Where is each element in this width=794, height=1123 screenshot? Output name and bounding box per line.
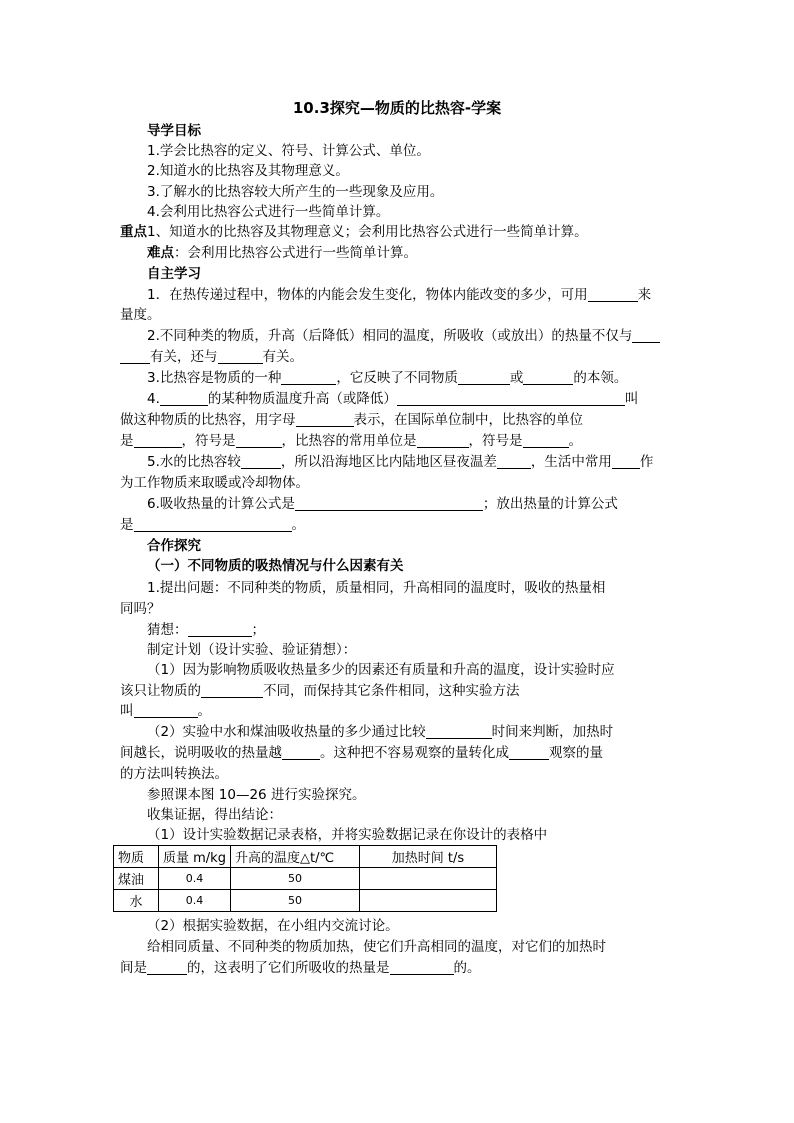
blank[interactable]	[218, 349, 263, 364]
blank[interactable]	[509, 745, 549, 760]
q3-text: 或	[509, 370, 524, 386]
blank[interactable]	[188, 622, 252, 637]
question-6	[147, 495, 618, 513]
data-table	[113, 845, 497, 912]
table-header-cell: 升高的温度△t/℃	[230, 846, 359, 868]
q4-text: ，符号是	[181, 433, 236, 449]
goal-item: 2.知道水的比热容及其物理意义。	[147, 163, 349, 179]
difficult-point	[147, 244, 417, 262]
conclusion-cont	[120, 959, 481, 977]
guess-label: 猜想：	[147, 622, 188, 638]
blank[interactable]	[241, 454, 281, 469]
table-row	[114, 890, 497, 912]
q4-text: 。	[568, 433, 582, 449]
collect-text: 收集证据，得出结论：	[147, 807, 282, 823]
question-3	[147, 369, 627, 387]
blank[interactable]	[295, 496, 483, 511]
conclusion-part: 的，这表明了它们所吸收的热量是	[187, 960, 390, 976]
goal-item: 4.会利用比热容公式进行一些简单计算。	[147, 204, 390, 220]
question-5	[147, 453, 653, 471]
blank[interactable]	[282, 745, 320, 760]
question-2-cont	[120, 348, 303, 366]
table-cell: 煤油	[114, 868, 159, 890]
table-header-cell: 物质	[114, 846, 159, 868]
difficult-label: 难点	[147, 245, 174, 261]
q2-text: 有关，还与	[150, 349, 218, 365]
q4-text: ，符号是	[468, 433, 523, 449]
question-4-cont	[120, 411, 583, 429]
plan-text: 制定计划（设计实验、验证猜想）：	[147, 642, 357, 658]
blank[interactable]	[588, 287, 638, 302]
page-title: 10.3探究—物质的比热容-学案	[292, 99, 502, 117]
blank[interactable]	[201, 683, 263, 698]
self-study-heading: 自主学习	[147, 266, 201, 282]
blank[interactable]	[612, 454, 640, 469]
q5-text: 5.水的比热容较	[147, 454, 241, 470]
table-cell: 0.4	[159, 868, 231, 890]
question-6-cont	[120, 516, 305, 534]
blank[interactable]	[120, 349, 150, 364]
discussion-text: （2）根据实验数据，在小组内交流讨论。	[147, 918, 399, 934]
q3-text: ，它反映了不同物质	[336, 370, 458, 386]
blank[interactable]	[523, 433, 569, 448]
blank[interactable]	[134, 517, 292, 532]
question-1	[147, 286, 651, 304]
goal-item: 3.了解水的比热容较大所产生的一些现象及应用。	[147, 184, 444, 200]
step-1-text: 叫	[120, 703, 134, 719]
coop-sub-heading: （一）不同物质的吸热情况与什么因素有关	[147, 558, 404, 574]
q3-text: 的本领。	[573, 370, 628, 386]
q6-text: 是	[120, 517, 134, 533]
q3-text: 3.比热容是物质的一种	[147, 370, 282, 386]
step-2	[147, 723, 613, 741]
q4-text: 是	[120, 433, 134, 449]
key-point	[120, 223, 588, 241]
q1-text: 来	[637, 287, 652, 303]
blank[interactable]	[296, 412, 354, 427]
question-1-cont: 量度。	[120, 307, 161, 323]
q5-text: ，所以沿海地区比内陆地区昼夜温差	[280, 454, 497, 470]
blank[interactable]	[417, 433, 469, 448]
conclusion-part: 的。	[453, 960, 481, 976]
question-4	[147, 390, 638, 408]
q4-text: 的某种物质温度升高（或降低）	[207, 391, 397, 407]
step-1-text: 该只让物质的	[120, 683, 201, 699]
coop-heading: 合作探究	[147, 538, 201, 554]
step-2-text: 间越长，说明吸收的热量越	[120, 745, 282, 761]
key-label: 重点	[120, 224, 147, 240]
q5-text: ，生活中常用	[530, 454, 612, 470]
conclusion-part: 间是	[120, 960, 147, 976]
q4-text: 做这种物质的比热容，用字母	[120, 412, 296, 428]
blank[interactable]	[236, 433, 282, 448]
step-2-text: 观察的量	[549, 745, 603, 761]
blank[interactable]	[497, 454, 531, 469]
question-5-cont: 为工作物质来取暖或冷却物体。	[120, 475, 309, 491]
q4-text: 叫	[624, 391, 639, 407]
step-2-text: （2）实验中水和煤油吸收热量的多少通过比较	[147, 724, 426, 740]
blank[interactable]	[390, 960, 454, 975]
question-4-cont	[120, 432, 582, 450]
q4-text: 4.	[147, 391, 160, 407]
goals-heading: 导学目标	[147, 123, 201, 139]
problem-question: 1.提出问题：不同种类的物质，质量相同，升高相同的温度时，吸收的热量相	[147, 580, 606, 596]
difficult-text: ：会利用比热容公式进行一些简单计算。	[174, 245, 417, 261]
blank[interactable]	[281, 370, 336, 385]
step-2-text: 时间来判断，加热时	[491, 724, 614, 740]
step-1-text: 不同，而保持其它条件相同，这种实验方法	[263, 683, 520, 699]
table-cell: 0.4	[159, 890, 231, 912]
q6-text: 6.吸收热量的计算公式是	[147, 496, 295, 512]
q1-text: 1．在热传递过程中，物体的内能会发生变化，物体内能改变的多少，可用	[147, 287, 588, 303]
step-2-text: 。这种把不容易观察的量转化成	[320, 745, 509, 761]
blank[interactable]	[397, 391, 625, 406]
problem-question-cont: 同吗？	[120, 601, 161, 617]
table-header-cell: 质量 m/kg	[159, 846, 231, 868]
table-header-cell: 加热时间 t/s	[359, 846, 496, 868]
table-cell: 水	[114, 890, 159, 912]
step-2-cont: 的方法叫转换法。	[120, 766, 228, 782]
q6-text: ；放出热量的计算公式	[482, 496, 618, 512]
guess-text: ；	[251, 622, 265, 638]
blank[interactable]	[160, 391, 208, 406]
q6-text: 。	[291, 517, 305, 533]
step-1: （1）因为影响物质吸收热量多少的因素还有质量和升高的温度，设计实验时应	[147, 662, 615, 678]
blank[interactable]	[134, 433, 182, 448]
step-1-text: 。	[197, 703, 211, 719]
step-1-cont	[120, 682, 520, 700]
q4-text: ，比热容的常用单位是	[281, 433, 417, 449]
blank[interactable]	[426, 724, 492, 739]
table-row	[114, 868, 497, 890]
blank[interactable]	[458, 370, 510, 385]
q2-text: 有关。	[262, 349, 303, 365]
table-cell[interactable]	[359, 890, 496, 912]
blank[interactable]	[134, 703, 198, 718]
step-2-cont	[120, 744, 603, 762]
table-cell[interactable]	[359, 868, 496, 890]
table-header-row	[114, 846, 497, 868]
blank[interactable]	[523, 370, 573, 385]
table-cell: 50	[230, 868, 359, 890]
question-2	[147, 327, 660, 345]
q2-text: 2.不同种类的物质，升高（后降低）相同的温度，所吸收（或放出）的热量不仅与	[147, 328, 633, 344]
blank[interactable]	[632, 328, 660, 343]
goal-item: 1.学会比热容的定义、符号、计算公式、单位。	[147, 143, 430, 159]
q5-text: 作	[639, 454, 654, 470]
key-text: 1、知道水的比热容及其物理意义；会利用比热容公式进行一些简单计算。	[147, 224, 588, 240]
table-cell: 50	[230, 890, 359, 912]
step-1-cont	[120, 702, 211, 720]
conclusion-text: 给相同质量、不同种类的物质加热，使它们升高相同的温度，对它们的加热时	[147, 939, 606, 955]
blank[interactable]	[147, 960, 187, 975]
guess	[147, 621, 265, 639]
table-instruction: （1）设计实验数据记录表格，并将实验数据记录在你设计的表格中	[147, 827, 548, 843]
reference-text: 参照课本图 10—26 进行实验探究。	[147, 787, 366, 803]
q4-text: 表示，在国际单位制中，比热容的单位	[353, 412, 583, 428]
